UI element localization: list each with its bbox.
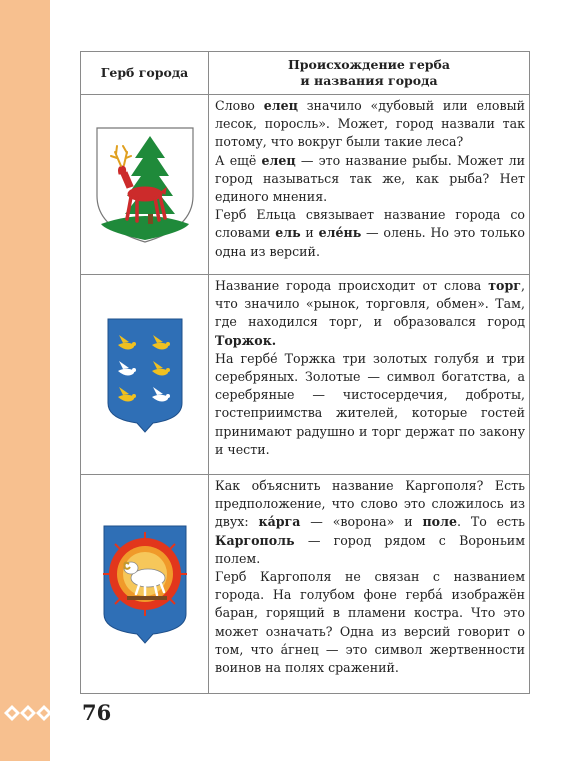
header-origin-line2: и названия города (300, 73, 438, 88)
torzhok-text (209, 275, 530, 475)
table-header-row (81, 52, 530, 95)
kargopol-text (209, 475, 530, 694)
header-origin (209, 52, 530, 95)
side-color-band (0, 0, 50, 761)
coats-of-arms-table (80, 51, 530, 694)
yelets-coat-of-arms-icon (93, 124, 197, 246)
diamond-ornament-icon (0, 701, 52, 725)
torzhok-coat-of-arms-icon (105, 315, 185, 435)
torzhok-paragraph-1: Название города происходит от слова торг, что значило «рынок, торговля, обмен». Там, где находился торг, и образовался город Торжок. (215, 278, 525, 348)
header-origin-line1: Происхождение герба (288, 57, 450, 72)
yelets-paragraph-2: А ещё елец — это название рыбы. Может ли город называться так же, как рыба? Нет единого мнения. (215, 152, 525, 205)
yelets-paragraph-1: Слово елец значило «дубовый или еловый лесок, поросль». Может, город назвали так потому, что вокруг были такие леса? (215, 98, 525, 150)
kargopol-paragraph-1: Как объяснить название Каргополя? Есть предположение, что слово это сложилось из двух: ка́рга — «ворона» и поле. То есть Каргополь — город рядом с Вороньим полем. (215, 478, 525, 566)
torzhok-paragraph-2: На гербе́ Торжка три золотых голубя и три серебряных. Золотые — символ богатства, а серебряные — чистосердечия, доброты, гостеприимства жителей, которые гостей принимают радушно и торг держат по закону и чести. (215, 350, 525, 457)
kargopol-coat-of-arms-icon (101, 522, 189, 646)
table-row-yelets (81, 95, 530, 275)
table-row-torzhok (81, 275, 530, 475)
yelets-text (209, 95, 530, 275)
header-coat-of-arms: Герб города (81, 52, 209, 95)
page-number: 76 (82, 700, 112, 725)
table-row-kargopol (81, 475, 530, 694)
kargopol-paragraph-2: Герб Каргополя не связан с названием города. На голубом фоне гербá изображён баран, горящий в пламени костра. Что это может означать? Одна из версий говорит о том, что а́гнец — это символ жертвенности воинов на полях сражений. (215, 569, 525, 676)
yelets-paragraph-3: Герб Ельца связывает название города со словами ель и еле́нь — олень. Но это только одна из версий. (215, 207, 525, 259)
